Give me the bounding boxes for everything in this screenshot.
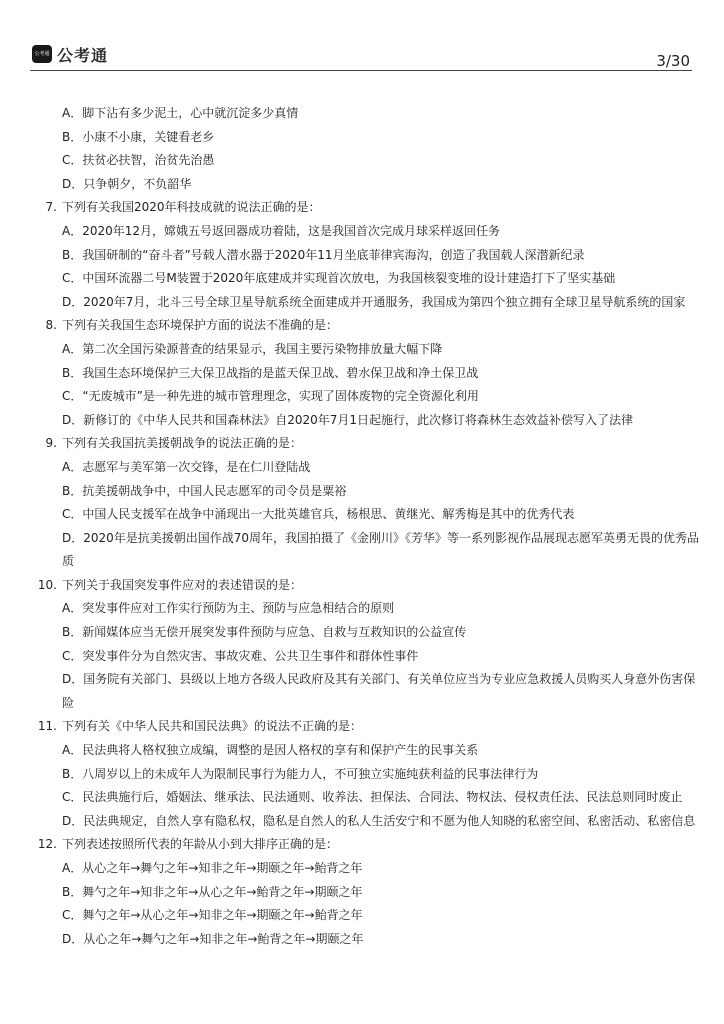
- option-continuation: 险: [62, 695, 75, 710]
- answer-option: D．国务院有关部门、县级以上地方各级人民政府及其有关部门、有关单位应当为专业应急救援人员购买人身意外伤害保: [62, 672, 696, 687]
- answer-option: C．民法典施行后，婚姻法、继承法、民法通则、收养法、担保法、合同法、物权法、侵权责任法、民法总则同时废止: [62, 790, 683, 805]
- question-text: 下列关于我国突发事件应对的表述错误的是：: [62, 577, 303, 592]
- question-number: 7.: [45, 200, 57, 215]
- answer-option: A．民法典将人格权独立成编，调整的是因人格权的享有和保护产生的民事关系: [62, 743, 479, 758]
- option-continuation: 质: [62, 554, 75, 569]
- question-text: 下列有关我国生态环境保护方面的说法不准确的是：: [62, 318, 339, 333]
- question-number: 12.: [37, 837, 57, 852]
- page-number: 3/30: [656, 52, 690, 70]
- question-stem: [0, 715, 724, 739]
- question-number: 10.: [37, 577, 57, 592]
- question-stem: [0, 833, 724, 857]
- question-text: 下列表述按照所代表的年龄从小到大排序正确的是：: [62, 837, 339, 852]
- answer-option: D．从心之年→舞勺之年→知非之年→鲐背之年→期颐之年: [62, 931, 364, 946]
- logo: [32, 44, 108, 64]
- answer-option: B．抗美援朝战争中，中国人民志愿军的司令员是粟裕: [62, 483, 347, 498]
- answer-option: A．从心之年→舞勺之年→知非之年→期颐之年→鲐背之年: [62, 861, 363, 875]
- question-number: 11.: [37, 719, 57, 734]
- question-number: 8.: [45, 318, 57, 333]
- question-stem: [0, 574, 724, 598]
- header-divider: [30, 70, 692, 71]
- question-list: [0, 102, 724, 951]
- question-text: 下列有关《中华人民共和国民法典》的说法不正确的是：: [62, 719, 363, 734]
- answer-option: A．突发事件应对工作实行预防为主、预防与应急相结合的原则: [62, 601, 395, 616]
- answer-option: A．脚下沾有多少泥土，心中就沉淀多少真情: [62, 106, 299, 120]
- answer-option: D．2020年是抗美援朝出国作战70周年，我国拍摄了《金刚川》《芳华》等一系列影视作品展现志愿军英勇无畏的优秀品: [62, 530, 700, 545]
- answer-option: A．第二次全国污染源普查的结果显示，我国主要污染物排放量大幅下降: [62, 341, 443, 356]
- question-stem: [0, 432, 724, 456]
- answer-option: C．突发事件分为自然灾害、事故灾难、公共卫生事件和群体性事件: [62, 648, 419, 663]
- question-text: 下列有关我国2020年科技成就的说法正确的是：: [62, 200, 321, 215]
- answer-option: C．“无废城市”是一种先进的城市管理理念，实现了固体废物的完全资源化利用: [62, 389, 479, 404]
- answer-option: D．2020年7月，北斗三号全球卫星导航系统全面建成并开通服务，我国成为第四个独立拥有全球卫星导航系统的国家: [62, 294, 686, 309]
- answer-option: C．舞勺之年→从心之年→知非之年→期颐之年→鲐背之年: [62, 908, 363, 923]
- answer-option: B．我国生态环境保护三大保卫战指的是蓝天保卫战、碧水保卫战和净土保卫战: [62, 365, 479, 380]
- answer-option: A．2020年12月，嫦娥五号返回器成功着陆，这是我国首次完成月球采样返回任务: [62, 223, 501, 238]
- answer-option: D．民法典规定，自然人享有隐私权，隐私是自然人的私人生活安宁和不愿为他人知晓的私密空间、私密活动、私密信息: [62, 813, 696, 828]
- answer-option: B．新闻媒体应当无偿开展突发事件预防与应急、自救与互救知识的公益宣传: [62, 625, 467, 640]
- answer-option: B．八周岁以上的未成年人为限制民事行为能力人，不可独立实施纯获利益的民事法律行为: [62, 766, 539, 781]
- answer-option: C．扶贫必扶智，治贫先治愚: [62, 153, 215, 168]
- question-stem: [0, 314, 724, 338]
- logo-badge-icon: 公考通: [32, 45, 52, 63]
- question-number: 9.: [45, 436, 57, 451]
- page-header: [0, 0, 724, 70]
- answer-option: C．中国环流器二号M装置于2020年底建成并实现首次放电，为我国核裂变堆的设计建造打下了坚实基础: [62, 271, 616, 286]
- answer-option: B．我国研制的“奋斗者”号载人潜水器于2020年11月坐底菲律宾海沟，创造了我国载人深潜新纪录: [62, 247, 585, 262]
- question-stem: [0, 196, 724, 220]
- answer-option: D．只争朝夕，不负韶华: [62, 176, 192, 191]
- question-text: 下列有关我国抗美援朝战争的说法正确的是：: [62, 436, 303, 451]
- answer-option: A．志愿军与美军第一次交锋，是在仁川登陆战: [62, 459, 311, 474]
- answer-option: B．小康不小康，关键看老乡: [62, 129, 215, 144]
- logo-text: 公考通: [57, 45, 109, 65]
- answer-option: C．中国人民支援军在战争中涌现出一大批英雄官兵，杨根思、黄继光、解秀梅是其中的优秀代表: [62, 507, 575, 522]
- answer-option: B．舞勺之年→知非之年→从心之年→鲐背之年→期颐之年: [62, 884, 363, 899]
- answer-option: D．新修订的《中华人民共和国森林法》自2020年7月1日起施行，此次修订将森林生态效益补偿写入了法律: [62, 412, 634, 427]
